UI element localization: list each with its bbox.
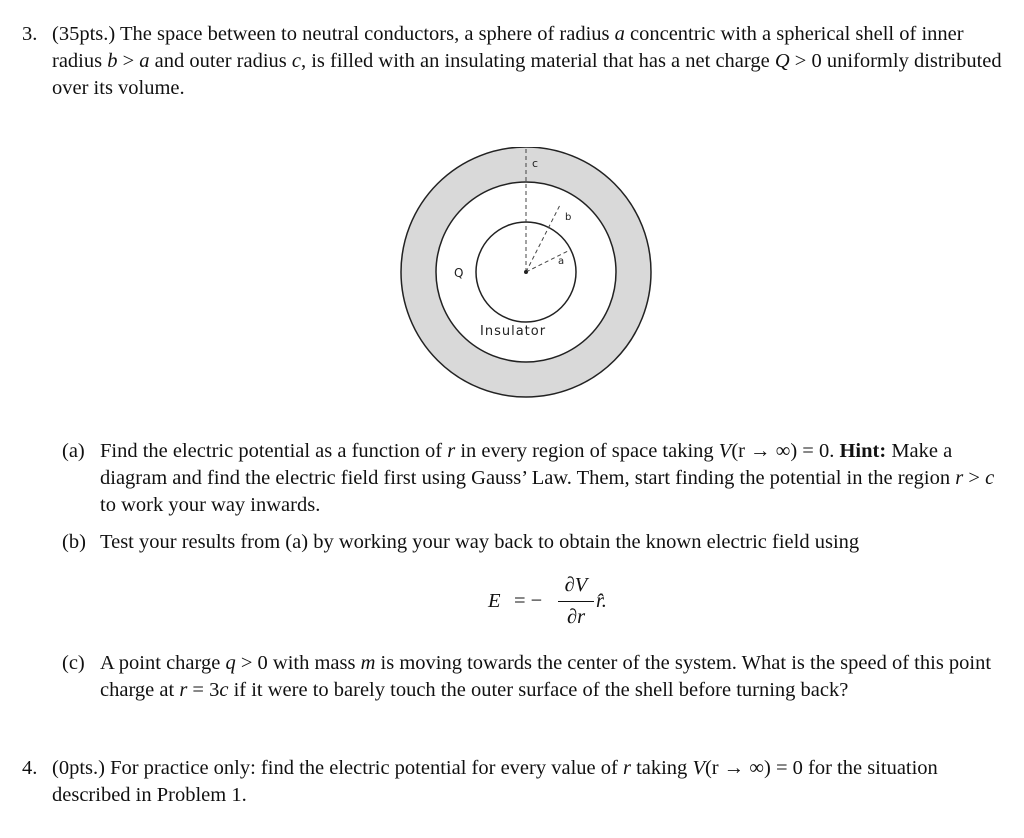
math: q <box>225 652 236 674</box>
points: (0pts.) <box>52 757 105 779</box>
eq-rhat: r̂. <box>596 590 607 612</box>
text: uniformly distributed over its volume. <box>52 50 1002 99</box>
math: > 0 with mass <box>235 652 361 674</box>
math: c <box>291 50 301 72</box>
math: a <box>614 23 625 45</box>
problem-3-text <box>52 21 1002 102</box>
part-c-text <box>100 650 1002 704</box>
part-a-text <box>100 438 1002 519</box>
math: > <box>117 50 140 72</box>
eq-numerator: ∂V <box>564 574 588 596</box>
part-b-text: Test your results from (a) by working your way back to obtain the known electric field using <box>100 531 860 553</box>
text: and outer radius <box>149 50 292 72</box>
text: for the situation described in Problem 1. <box>52 757 938 806</box>
label-b: b <box>565 212 572 223</box>
math: a <box>139 50 150 72</box>
fraction-bar <box>558 601 594 602</box>
math: (r → ∞) = 0 <box>704 757 803 779</box>
math: V <box>718 440 732 462</box>
math: r <box>955 467 964 489</box>
math: (r → ∞) = 0. <box>731 440 835 462</box>
math: V <box>692 757 705 779</box>
text: in every region of space taking <box>455 440 719 462</box>
part-label: (c) <box>62 652 85 674</box>
field-equation <box>488 570 648 632</box>
math: Q <box>774 50 790 72</box>
math: b <box>107 50 118 72</box>
text: A point charge <box>100 652 226 674</box>
text: if it were to barely touch the outer surface of the shell before turning back? <box>228 679 849 701</box>
part-c <box>62 650 1002 704</box>
eq-equals: = − <box>514 590 543 612</box>
hint-label: Hint: <box>839 440 887 462</box>
problem-number: 4. <box>22 757 38 779</box>
text: is moving towards the center of the system. What is the speed of this point charge at <box>100 652 992 701</box>
text: taking <box>630 757 693 779</box>
math: > <box>963 467 986 489</box>
text: , is filled with an insulating material that has a net charge <box>300 50 775 72</box>
part-label: (a) <box>62 440 85 462</box>
text: concentric with a spherical shell of inner radius <box>52 23 964 72</box>
math: r <box>179 679 188 701</box>
text: For practice only: find the electric potential for every value of <box>110 757 623 779</box>
label-Q: Q <box>454 266 464 280</box>
math: > 0 <box>789 50 822 72</box>
math: r <box>447 440 456 462</box>
problem-4 <box>22 755 1002 809</box>
label-a: a <box>558 256 565 267</box>
center-dot <box>524 270 528 274</box>
math: m <box>360 652 376 674</box>
text: Make a diagram and find the electric field first using Gauss’ Law. Them, start finding the potential in the region <box>100 440 956 489</box>
math: c <box>219 679 229 701</box>
eq-denominator: ∂r <box>566 606 586 628</box>
text: to work your way inwards. <box>100 494 321 516</box>
part-a <box>62 438 1002 519</box>
label-c: c <box>532 157 539 170</box>
math: = 3 <box>187 679 220 701</box>
concentric-sphere-diagram <box>400 147 654 401</box>
points: (35pts.) <box>52 23 116 45</box>
eq-E: E⃗ <box>488 590 517 612</box>
math: c <box>985 467 995 489</box>
math: r <box>622 757 631 779</box>
problem-number: 3. <box>22 23 38 45</box>
label-insulator: Insulator <box>480 324 547 339</box>
text: The space between to neutral conductors, a sphere of radius <box>119 23 615 45</box>
problem-3 <box>22 21 1002 102</box>
part-b <box>62 529 1002 556</box>
text: Find the electric potential as a function of <box>100 440 448 462</box>
problem-4-text <box>52 755 1002 809</box>
part-label: (b) <box>62 531 86 553</box>
